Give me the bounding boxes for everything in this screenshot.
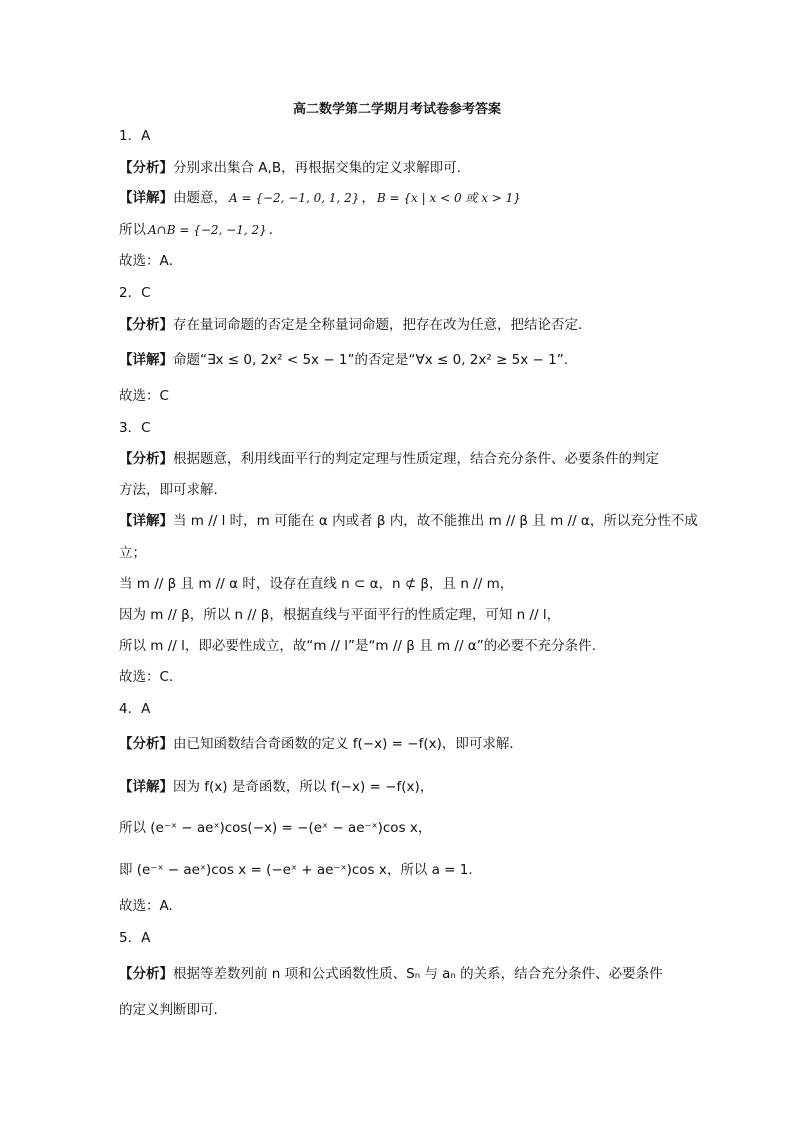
page-title: 高二数学第二学期月考试卷参考答案 [292,102,501,117]
q4-analysis [119,732,679,752]
q1-so: 所以 [119,222,146,238]
q1-set-a: A = {−2, −1, 0, 1, 2} [229,191,360,205]
detail-tag: 【详解】 [119,513,173,529]
q4-detail-text-1: 因为 f(x) 是奇函数，所以 f(−x) = −f(x)， [173,779,434,795]
q3-analysis-line1 [119,447,679,467]
q3-detail-line2: 立； [119,545,146,561]
q3-detail-line4: 因为 m // β，所以 n // β，根据直线与平面平行的性质定理，可知 n // l， [119,607,561,623]
q1-analysis [119,156,679,176]
q3-detail-line5: 所以 m // l，即必要性成立，故“m // l”是“m // β 且 m // α”的必要不充分条件. [119,638,596,654]
q4-choice: 故选：A. [119,898,173,914]
detail-tag: 【详解】 [119,352,173,368]
q3-analysis-line2: 方法，即可求解. [119,482,218,498]
q2-detail-text: 命题“∃x ≤ 0, 2x² < 5x − 1”的否定是“∀x ≤ 0, 2x² ≥ 5x − 1”. [173,352,569,368]
q4-analysis-text: 由已知函数结合奇函数的定义 f(−x) = −f(x)，即可求解． [173,736,523,752]
q1-detail-pre: 由题意， [173,190,227,206]
analysis-tag: 【分析】 [119,451,173,467]
q2-analysis [119,313,679,333]
q4-number: 4．A [119,701,151,717]
q5-analysis-line1 [119,962,679,982]
detail-tag: 【详解】 [119,779,173,795]
analysis-tag: 【分析】 [119,160,173,176]
q1-set-b: B = {x | x < 0 或 x > 1} [376,191,521,205]
q5-analysis-text-1: 根据等差数列前 n 项和公式函数性质、Sₙ 与 aₙ 的关系，结合充分条件、必要条件 [173,966,663,982]
q5-number: 5．A [119,930,151,946]
q1-end: . [268,222,274,238]
q1-intersection-formula: A∩B = {−2, −1, 2} [148,223,267,237]
q5-analysis-line2: 的定义判断即可. [119,1002,218,1018]
analysis-tag: 【分析】 [119,317,173,333]
q4-detail-line3: 即 (e⁻ˣ − aeˣ)cos x = (−eˣ + ae⁻ˣ)cos x，所以 a = 1. [119,862,473,878]
q2-analysis-text: 存在量词命题的否定是全称量词命题，把存在改为任意，把结论否定. [173,317,583,333]
q4-detail-line1 [119,775,679,795]
q1-choice: 故选：A． [119,253,183,269]
q3-detail-line1 [119,509,698,529]
q2-number: 2．C [119,285,151,301]
q4-detail-line2: 所以 (e⁻ˣ − aeˣ)cos(−x) = −(eˣ − ae⁻ˣ)cos x， [119,820,432,836]
analysis-tag: 【分析】 [119,966,173,982]
q3-detail-text-1: 当 m // l 时，m 可能在 α 内或者 β 内，故不能推出 m // β 且 m // α，所以充分性不成 [173,513,698,529]
q2-detail [119,348,679,368]
q3-detail-line3: 当 m // β 且 m // α 时，设存在直线 n ⊂ α，n ⊄ β，且 n // m， [119,576,514,592]
q3-choice: 故选：C. [119,669,174,685]
q1-number: 1．A [119,128,151,144]
q1-intersection [119,218,679,238]
q1-detail [119,186,679,206]
q1-comma: ， [361,190,375,206]
q1-analysis-text: 分别求出集合 A,B，再根据交集的定义求解即可. [173,160,461,176]
q3-analysis-text-1: 根据题意，利用线面平行的判定定理与性质定理，结合充分条件、必要条件的判定 [173,451,659,467]
detail-tag: 【详解】 [119,190,173,206]
q3-number: 3．C [119,420,151,436]
analysis-tag: 【分析】 [119,736,173,752]
q2-choice: 故选：C [119,388,169,404]
